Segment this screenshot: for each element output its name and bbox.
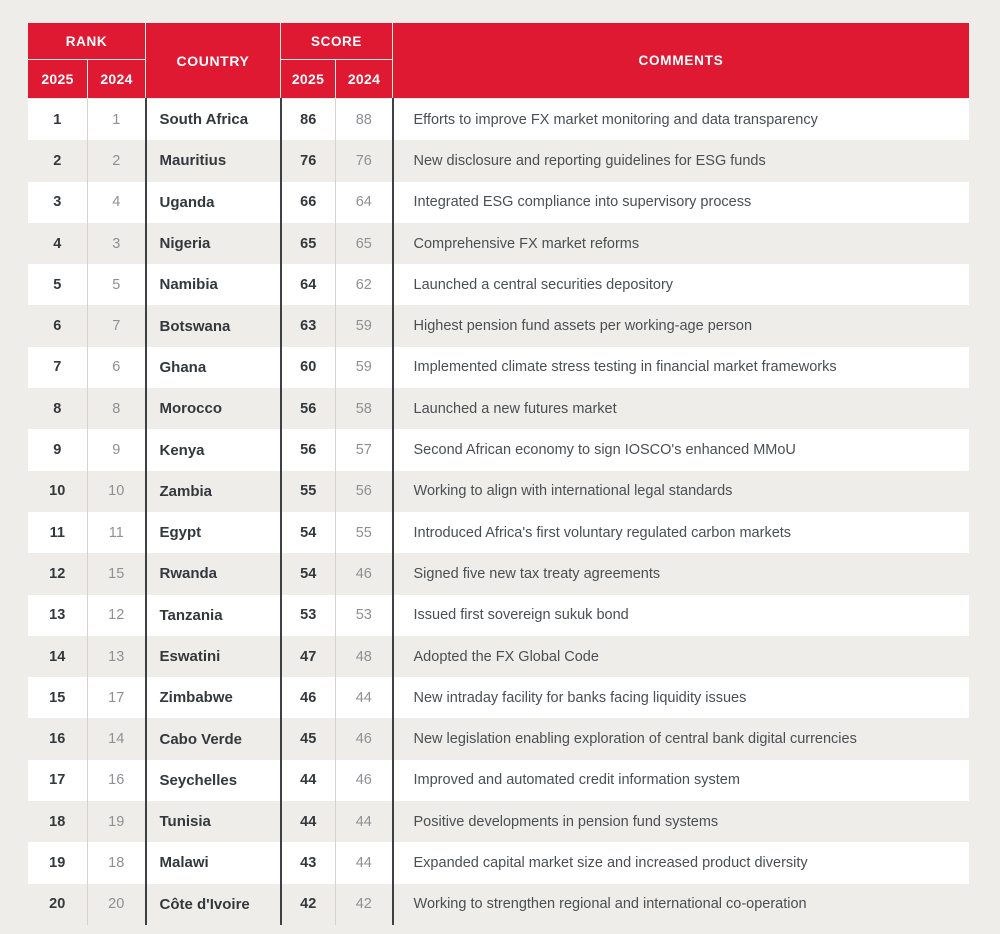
cell-score-2025: 46 [281,677,336,718]
cell-rank-2025: 12 [28,553,88,594]
cell-score-2025: 55 [281,471,336,512]
cell-country: Malawi [146,842,281,883]
table-row [28,182,970,223]
cell-rank-2024: 3 [88,223,146,264]
cell-score-2025: 66 [281,182,336,223]
cell-score-2024: 46 [336,553,393,594]
cell-rank-2024: 6 [88,347,146,388]
cell-score-2025: 44 [281,801,336,842]
table-row [28,305,970,346]
cell-comments: Comprehensive FX market reforms [393,223,969,264]
country-ranking-table [27,22,969,925]
cell-rank-2024: 2 [88,140,146,181]
cell-rank-2025: 13 [28,595,88,636]
cell-score-2024: 53 [336,595,393,636]
cell-score-2025: 42 [281,884,336,925]
cell-country: Kenya [146,429,281,470]
cell-comments: Efforts to improve FX market monitoring and data transparency [393,99,969,141]
header-country: COUNTRY [146,23,281,99]
cell-rank-2025: 11 [28,512,88,553]
cell-score-2025: 65 [281,223,336,264]
cell-score-2024: 59 [336,305,393,346]
cell-comments: Implemented climate stress testing in financial market frameworks [393,347,969,388]
cell-comments: New disclosure and reporting guidelines for ESG funds [393,140,969,181]
cell-rank-2024: 15 [88,553,146,594]
cell-comments: Second African economy to sign IOSCO's enhanced MMoU [393,429,969,470]
cell-country: Uganda [146,182,281,223]
cell-rank-2025: 16 [28,718,88,759]
cell-country: Rwanda [146,553,281,594]
cell-score-2024: 56 [336,471,393,512]
header-rank-2025: 2025 [28,60,88,99]
cell-comments: Launched a new futures market [393,388,969,429]
cell-country: Eswatini [146,636,281,677]
cell-rank-2024: 10 [88,471,146,512]
cell-score-2024: 55 [336,512,393,553]
cell-comments: Issued first sovereign sukuk bond [393,595,969,636]
cell-rank-2024: 7 [88,305,146,346]
cell-comments: Positive developments in pension fund systems [393,801,969,842]
table-row [28,595,970,636]
cell-rank-2024: 9 [88,429,146,470]
table-row [28,388,970,429]
cell-rank-2025: 3 [28,182,88,223]
table-row [28,884,970,925]
header-rank-2024: 2024 [88,60,146,99]
cell-rank-2024: 5 [88,264,146,305]
cell-rank-2024: 4 [88,182,146,223]
header-score-group: SCORE [281,23,393,60]
table-body [28,99,970,925]
cell-comments: Working to strengthen regional and international co-operation [393,884,969,925]
cell-score-2024: 58 [336,388,393,429]
cell-comments: New legislation enabling exploration of central bank digital currencies [393,718,969,759]
header-score-2024: 2024 [336,60,393,99]
cell-rank-2025: 20 [28,884,88,925]
cell-country: Namibia [146,264,281,305]
table-row [28,140,970,181]
cell-rank-2024: 18 [88,842,146,883]
cell-score-2024: 88 [336,99,393,141]
cell-score-2025: 86 [281,99,336,141]
cell-rank-2024: 12 [88,595,146,636]
cell-score-2024: 48 [336,636,393,677]
cell-country: Mauritius [146,140,281,181]
table-row [28,842,970,883]
cell-country: Cabo Verde [146,718,281,759]
cell-score-2025: 44 [281,760,336,801]
cell-score-2024: 65 [336,223,393,264]
cell-score-2025: 63 [281,305,336,346]
cell-rank-2024: 14 [88,718,146,759]
cell-score-2025: 45 [281,718,336,759]
table-header [28,23,970,99]
cell-rank-2025: 10 [28,471,88,512]
cell-score-2025: 56 [281,388,336,429]
cell-rank-2024: 1 [88,99,146,141]
cell-score-2025: 43 [281,842,336,883]
cell-score-2024: 64 [336,182,393,223]
cell-country: Tunisia [146,801,281,842]
cell-score-2024: 46 [336,718,393,759]
cell-rank-2025: 17 [28,760,88,801]
cell-score-2024: 44 [336,801,393,842]
cell-rank-2024: 20 [88,884,146,925]
cell-comments: Working to align with international legal standards [393,471,969,512]
cell-rank-2025: 1 [28,99,88,141]
cell-score-2025: 47 [281,636,336,677]
table-row [28,429,970,470]
table-row [28,636,970,677]
table-row [28,553,970,594]
cell-score-2025: 60 [281,347,336,388]
cell-country: Nigeria [146,223,281,264]
cell-score-2025: 54 [281,512,336,553]
cell-score-2025: 64 [281,264,336,305]
cell-country: Seychelles [146,760,281,801]
cell-rank-2025: 6 [28,305,88,346]
table-row [28,347,970,388]
cell-rank-2025: 9 [28,429,88,470]
header-row-groups [28,23,970,60]
cell-comments: Highest pension fund assets per working-age person [393,305,969,346]
cell-rank-2025: 8 [28,388,88,429]
cell-rank-2025: 14 [28,636,88,677]
cell-score-2025: 76 [281,140,336,181]
cell-rank-2024: 11 [88,512,146,553]
table-row [28,718,970,759]
cell-country: Côte d'Ivoire [146,884,281,925]
table-row [28,471,970,512]
cell-rank-2024: 16 [88,760,146,801]
cell-comments: Launched a central securities depository [393,264,969,305]
table-row [28,99,970,141]
cell-score-2024: 42 [336,884,393,925]
cell-rank-2025: 2 [28,140,88,181]
header-comments: COMMENTS [393,23,969,99]
cell-rank-2025: 19 [28,842,88,883]
cell-score-2025: 54 [281,553,336,594]
cell-country: Morocco [146,388,281,429]
cell-rank-2024: 17 [88,677,146,718]
cell-rank-2025: 5 [28,264,88,305]
cell-score-2024: 59 [336,347,393,388]
header-rank-group: RANK [28,23,146,60]
cell-score-2024: 44 [336,677,393,718]
cell-comments: New intraday facility for banks facing liquidity issues [393,677,969,718]
cell-comments: Expanded capital market size and increased product diversity [393,842,969,883]
cell-comments: Integrated ESG compliance into supervisory process [393,182,969,223]
cell-country: Ghana [146,347,281,388]
table-row [28,512,970,553]
cell-rank-2024: 8 [88,388,146,429]
cell-rank-2024: 13 [88,636,146,677]
cell-score-2024: 46 [336,760,393,801]
cell-score-2024: 57 [336,429,393,470]
table-row [28,677,970,718]
cell-score-2025: 56 [281,429,336,470]
header-score-2025: 2025 [281,60,336,99]
cell-score-2024: 62 [336,264,393,305]
cell-rank-2025: 4 [28,223,88,264]
cell-comments: Adopted the FX Global Code [393,636,969,677]
cell-score-2024: 44 [336,842,393,883]
cell-score-2025: 53 [281,595,336,636]
table-row [28,760,970,801]
table-row [28,223,970,264]
cell-comments: Introduced Africa's first voluntary regulated carbon markets [393,512,969,553]
cell-comments: Improved and automated credit information system [393,760,969,801]
table-row [28,801,970,842]
cell-country: Zimbabwe [146,677,281,718]
cell-rank-2025: 18 [28,801,88,842]
cell-comments: Signed five new tax treaty agreements [393,553,969,594]
cell-rank-2025: 7 [28,347,88,388]
cell-rank-2025: 15 [28,677,88,718]
cell-country: Zambia [146,471,281,512]
ranking-table-container [27,22,969,934]
cell-country: South Africa [146,99,281,141]
cell-rank-2024: 19 [88,801,146,842]
cell-score-2024: 76 [336,140,393,181]
cell-country: Egypt [146,512,281,553]
cell-country: Botswana [146,305,281,346]
table-row [28,264,970,305]
cell-country: Tanzania [146,595,281,636]
